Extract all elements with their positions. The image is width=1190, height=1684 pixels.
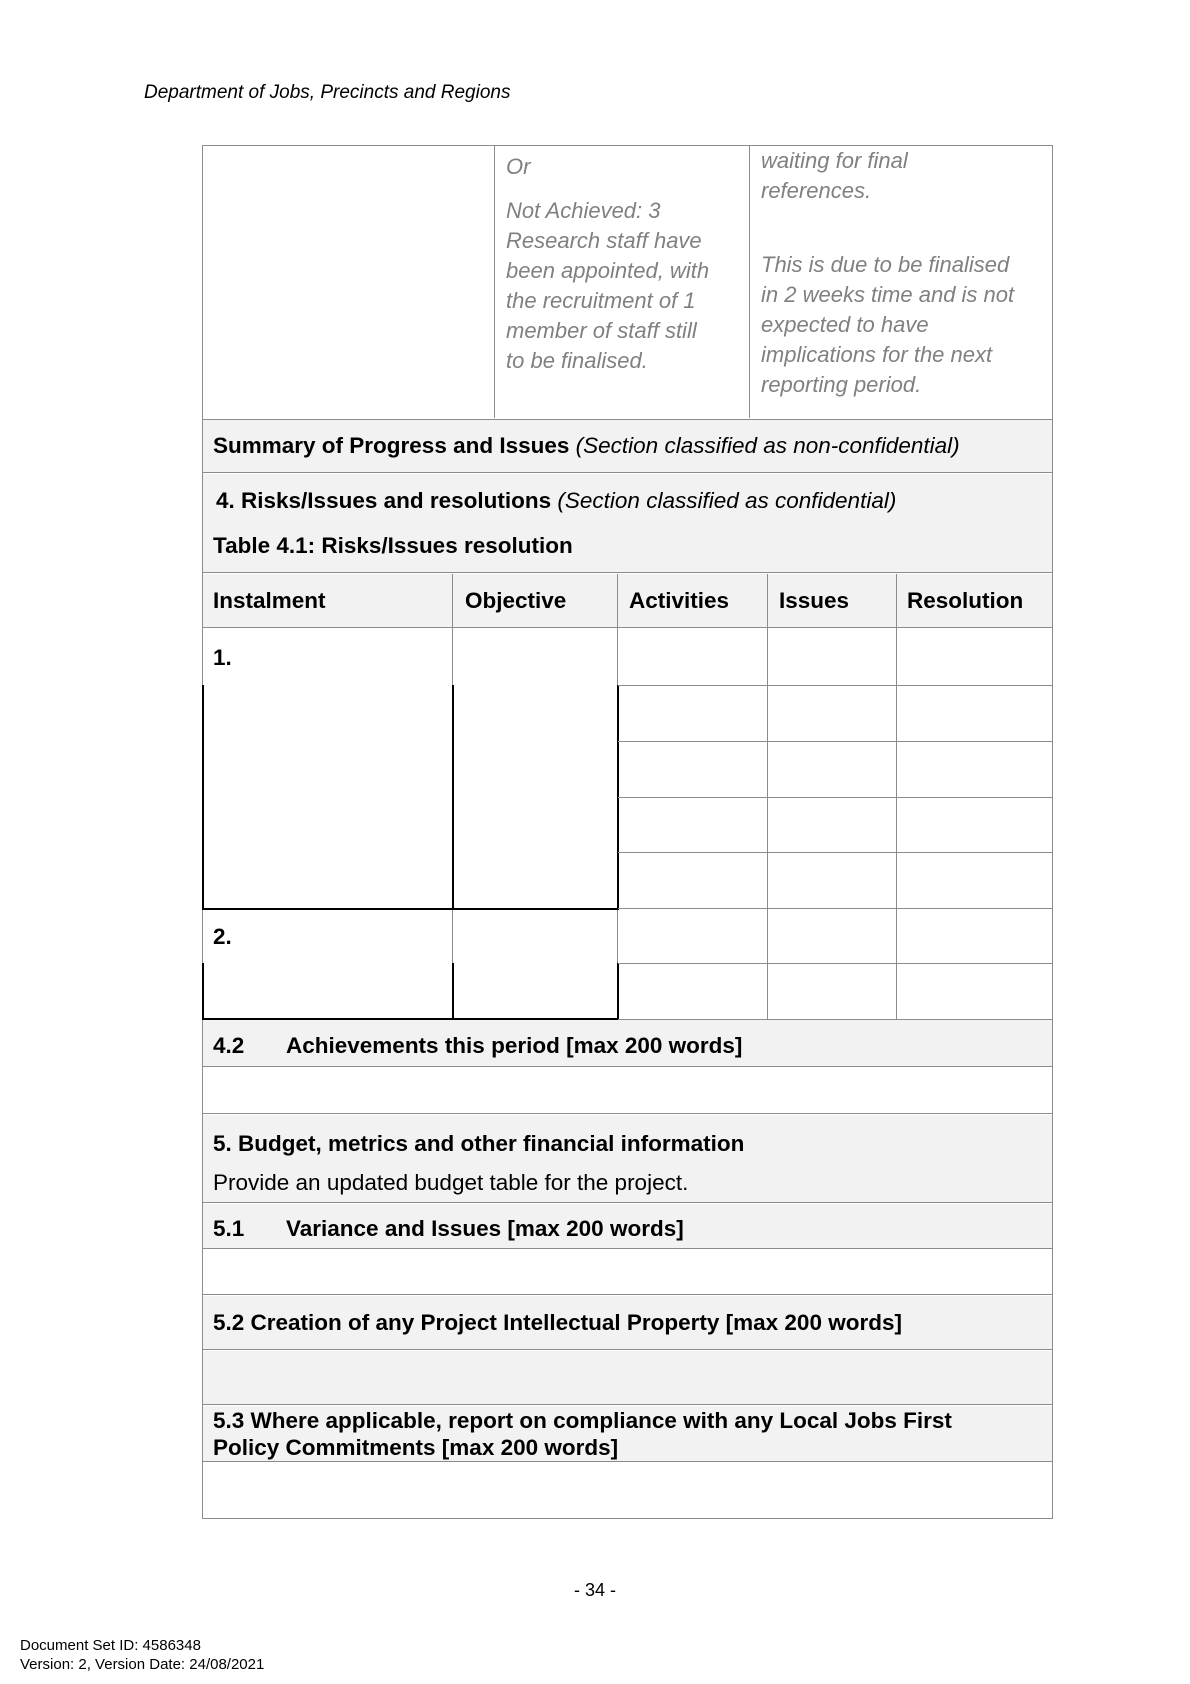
instalment-2: 2. [213,924,232,949]
col-header-objective: Objective [465,588,567,613]
comment-line: reporting period. [761,372,922,397]
section4-title: 4. Risks/Issues and resolutions [216,488,552,513]
summary-title: Summary of Progress and Issues [213,433,570,458]
status-line: member of staff still [506,318,697,343]
comment-cell [761,146,1051,400]
section-5-title: 5. Budget, metrics and other financial information [213,1131,745,1156]
table-4-1-title: Table 4.1: Risks/Issues resolution [213,533,573,558]
document-set-id: Document Set ID: 4586348 [20,1637,201,1654]
section-5-2-title: 5.2 Creation of any Project Intellectual Property [max 200 words] [213,1310,902,1335]
status-line: the recruitment of 1 [506,288,696,313]
section-5-3-field[interactable] [203,1463,1052,1518]
document-version: Version: 2, Version Date: 24/08/2021 [20,1656,265,1673]
status-cell [506,152,746,376]
comment-line: This is due to be finalised [761,252,1010,277]
section-5-description: Provide an updated budget table for the project. [213,1170,689,1195]
department-header: Department of Jobs, Precincts and Regions [144,82,511,103]
section4-classification: (Section classified as confidential) [557,488,897,513]
section-5-3-title-line1: 5.3 Where applicable, report on compliance with any Local Jobs First [213,1408,952,1433]
col-header-activities: Activities [629,588,730,613]
status-or: Or [506,154,531,179]
comment-line: references. [761,178,872,203]
section-5-3-title-line2: Policy Commitments [max 200 words] [213,1435,619,1460]
section-4-2-title: Achievements this period [max 200 words] [286,1033,743,1058]
section-5-header [203,1115,1052,1203]
section4-header [203,474,1052,573]
status-line: Not Achieved: 3 [506,198,661,223]
status-line: been appointed, with [506,258,710,283]
col-header-instalment: Instalment [213,588,326,613]
section-5-1-field[interactable] [203,1250,1052,1295]
instalment-1: 1. [213,645,232,670]
document-footer [20,1636,264,1674]
col-header-issues: Issues [779,588,850,613]
section-5-3-header [203,1406,1052,1462]
summary-row [203,419,1052,473]
summary-classification: (Section classified as non-confidential) [575,433,960,458]
section-4-2-field[interactable] [203,1068,1052,1114]
section-4-2-header [203,1020,1052,1067]
status-line: Research staff have [506,228,702,253]
section-5-1-title: Variance and Issues [max 200 words] [286,1216,684,1241]
section-4-2-number: 4.2 [213,1033,245,1058]
comment-line: in 2 weeks time and is not [761,282,1015,307]
comment-line: expected to have [761,312,929,337]
comment-line: implications for the next [761,342,993,367]
status-line: to be finalised. [506,348,648,373]
section-5-1-number: 5.1 [213,1216,245,1241]
col-header-resolution: Resolution [907,588,1024,613]
page-number: - 34 - [573,1580,616,1600]
section-5-1-header [203,1204,1052,1249]
section-5-2-header [203,1296,1052,1350]
section-5-2-field[interactable] [203,1351,1052,1405]
comment-line: waiting for final [761,148,908,173]
